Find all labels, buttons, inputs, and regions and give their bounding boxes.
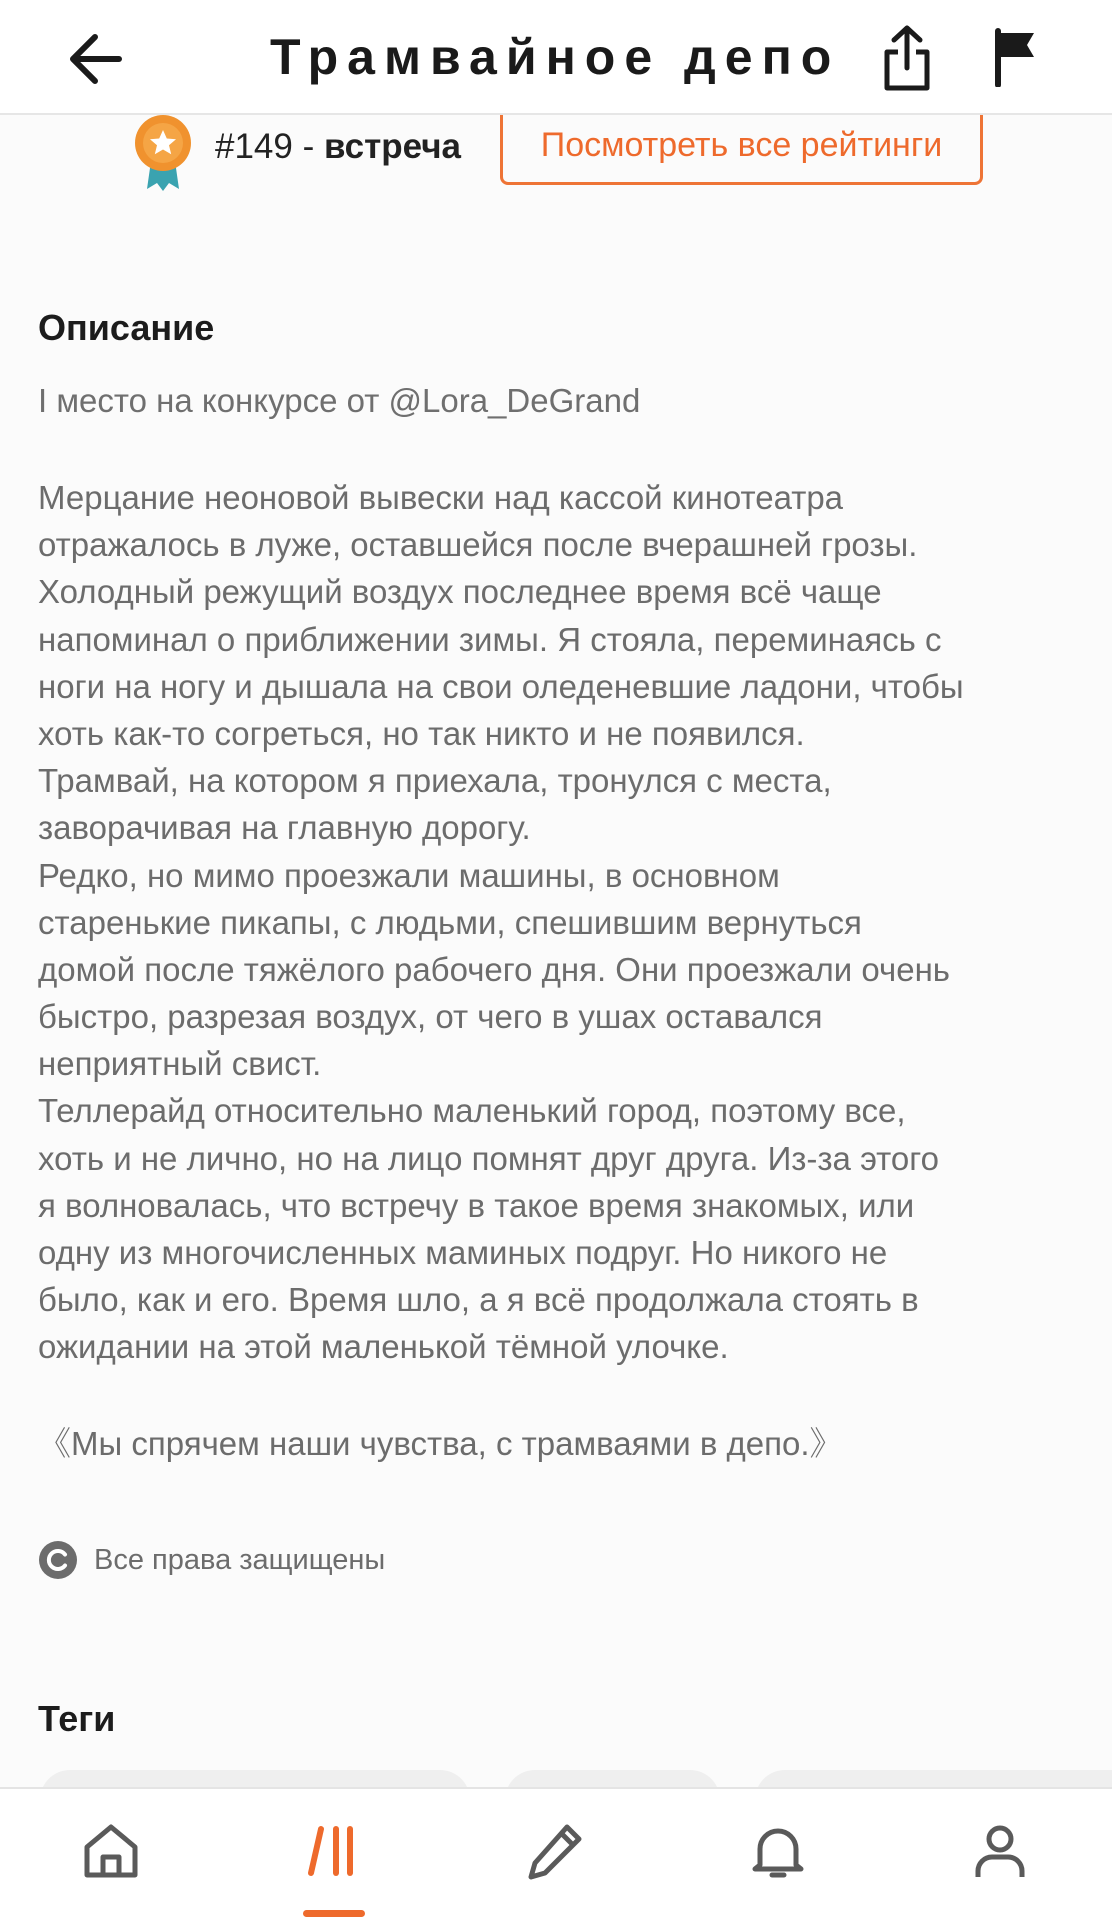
copyright-icon xyxy=(38,1540,78,1580)
top-bar xyxy=(0,0,1112,115)
bell-icon xyxy=(746,1819,810,1883)
view-all-ratings-button[interactable]: Посмотреть все рейтинги xyxy=(500,105,983,185)
description-line: я волновалась, что встречу в такое время знакомых, или xyxy=(38,1186,915,1224)
description-line: ожидании на этой маленькой тёмной улочке. xyxy=(38,1328,729,1366)
description-body xyxy=(38,474,1098,1371)
flag-icon xyxy=(992,27,1038,87)
pencil-icon xyxy=(523,1819,587,1883)
ranking-row xyxy=(0,105,1112,195)
description-line: заворачивая на главную дорогу. xyxy=(38,809,531,847)
bottom-navigation xyxy=(0,1787,1112,1920)
rank-number: #149 - xyxy=(215,127,324,166)
description-line: домой после тяжёлого рабочего дня. Они проезжали очень xyxy=(38,950,950,988)
share-button[interactable] xyxy=(875,18,939,98)
copyright-text: Все права защищены xyxy=(94,1543,386,1576)
description-line: одну из многочисленных маминых подруг. Но никого не xyxy=(38,1234,888,1271)
description-line: быстро, разрезая воздух, от чего в ушах оставался xyxy=(38,998,823,1036)
profile-icon xyxy=(968,1819,1032,1883)
rank-tag: встреча xyxy=(323,127,461,166)
copyright-notice xyxy=(38,1540,385,1580)
feed-icon xyxy=(303,1819,367,1883)
description-line: хоть и не лично, но на лицо помнят друг друга. Из-за этого xyxy=(38,1139,939,1177)
nav-write[interactable] xyxy=(515,1819,595,1899)
description-line: Теллерайд относительно маленький город, поэтому все, xyxy=(38,1092,906,1130)
description-line: ноги на ногу и дышала на свои оледеневшие ладони, чтобы xyxy=(38,667,964,705)
description-line: Мерцание неоновой вывески над кассой кинотеатра xyxy=(38,479,844,516)
description-line: было, как и его. Время шло, а я всё продолжала стоять в xyxy=(38,1281,919,1319)
arrow-left-icon xyxy=(65,31,125,87)
share-icon xyxy=(882,24,932,92)
description-line: Трамвай, на котором я приехала, тронулся с места, xyxy=(38,762,832,800)
description-line: отражалось в луже, оставшейся после вчерашней грозы. xyxy=(38,526,918,564)
description-line: неприятный свист. xyxy=(38,1045,322,1083)
description-quote: 《Мы спрячем наши чувства, с трамваями в депо.》 xyxy=(38,1425,843,1462)
home-icon xyxy=(79,1819,143,1883)
back-button[interactable] xyxy=(60,24,130,94)
page-title: Трамвайное депо xyxy=(270,29,841,85)
report-button[interactable] xyxy=(985,22,1045,92)
nav-feed[interactable] xyxy=(295,1819,375,1899)
description-line: Холодный режущий воздух последнее время всё чаще xyxy=(38,573,882,611)
description-line: напоминал о приближении зимы. Я стояла, переминаясь с xyxy=(38,620,942,658)
description-line: старенькие пикапы, с людьми, спешившим вернуться xyxy=(38,903,862,941)
nav-notifications[interactable] xyxy=(738,1819,818,1899)
description-subtitle: I место на конкурсе от @Lora_DeGrand xyxy=(38,382,641,419)
description-heading: Описание xyxy=(38,307,215,348)
nav-profile[interactable] xyxy=(960,1819,1040,1899)
description-line: хоть как-то согреться, но так никто и не появился. xyxy=(38,714,805,752)
tags-heading: Теги xyxy=(38,1698,116,1739)
active-tab-indicator xyxy=(303,1910,365,1917)
medal-icon xyxy=(133,113,193,193)
description-line: Редко, но мимо проезжали машины, в основном xyxy=(38,856,780,894)
nav-home[interactable] xyxy=(71,1819,151,1899)
rank-label[interactable] xyxy=(215,127,461,167)
